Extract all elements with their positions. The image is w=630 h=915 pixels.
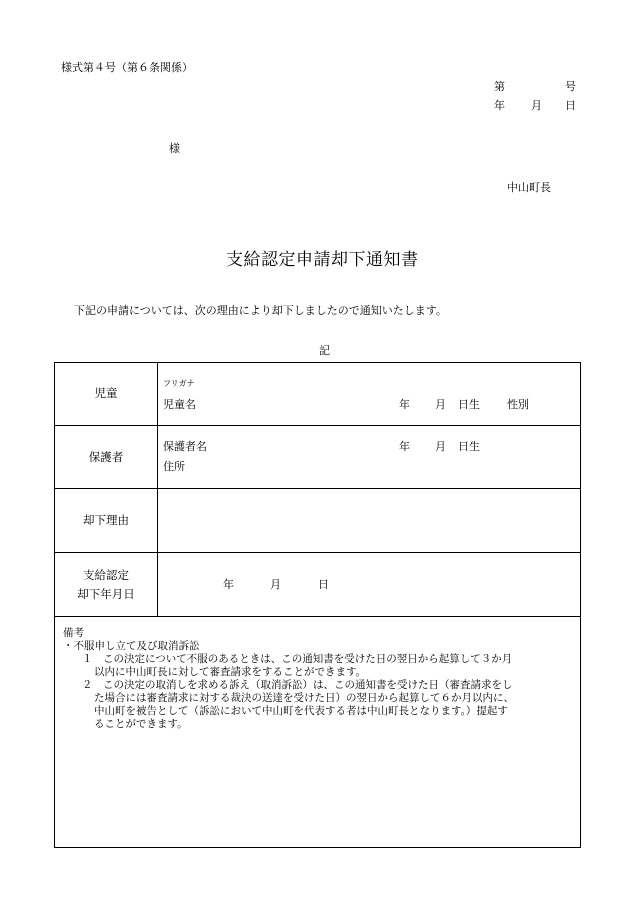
child-gender-label: 性別	[507, 398, 529, 411]
rejection-month: 月	[270, 578, 281, 591]
child-birth-month: 月	[435, 398, 446, 411]
guardian-birth-month: 月	[435, 440, 446, 453]
guardian-birth-day: 日生	[458, 440, 480, 453]
date-month: 月	[531, 99, 542, 112]
date-label-line2: 却下年月日	[77, 587, 135, 601]
number-suffix: 号	[565, 80, 576, 93]
notes-bullet: ・不服申し立て及び取消訴訟	[63, 640, 200, 652]
notes-item2-line3: 中山町を被告として（訴訟において中山町を代表する者は中山町長となります。）提起す	[94, 705, 508, 717]
furigana-label: フリガナ	[163, 379, 195, 388]
row-divider	[55, 552, 580, 553]
child-birth-year: 年	[399, 398, 410, 411]
row-divider	[55, 425, 580, 426]
notes-item1-line2: 以内に中山町長に対して審査請求をすることができます。	[94, 666, 367, 678]
child-birth-day: 日生	[458, 398, 480, 411]
date-year: 年	[494, 99, 505, 112]
page-title: 支給認定申請却下通知書	[226, 250, 419, 270]
notes-section	[63, 627, 568, 731]
notes-item1-line1: １ この決定について不服のあるときは、この通知書を受けた日の翌日から起算して３か月	[82, 653, 513, 665]
guardian-address-label: 住所	[163, 460, 185, 473]
issuer: 中山町長	[507, 181, 551, 194]
notes-heading: 備考	[63, 627, 84, 639]
date-label-line1: 支給認定	[83, 568, 129, 582]
ki-label: 記	[319, 344, 330, 357]
notes-item2-line2: た場合には審査請求に対する裁決の送達を受けた日）の翌日から起算して６か月以内に、	[94, 692, 514, 704]
rejection-year: 年	[223, 578, 234, 591]
notes-item2-line4: ることができます。	[94, 718, 188, 730]
intro-text: 下記の申請については、次の理由により却下しましたので通知いたします。	[74, 304, 447, 317]
child-name-label: 児童名	[163, 398, 196, 411]
guardian-birth-year: 年	[399, 440, 410, 453]
number-prefix: 第	[494, 80, 505, 93]
notice-table	[54, 362, 581, 848]
guardian-name-label: 保護者名	[163, 440, 207, 453]
reason-label: 却下理由	[83, 513, 129, 527]
rejection-day: 日	[318, 578, 329, 591]
row-divider	[55, 488, 580, 489]
column-divider	[157, 363, 158, 616]
addressee-suffix: 様	[169, 142, 180, 155]
row-divider	[55, 616, 580, 617]
date-day: 日	[565, 99, 576, 112]
form-number: 様式第４号（第６条関係）	[61, 61, 193, 74]
notes-item2-line1: ２ この決定の取消しを求める訴え（取消訴訟）は、この通知書を受けた日（審査請求をし	[82, 679, 513, 691]
guardian-label: 保護者	[88, 450, 124, 464]
child-label: 児童	[94, 386, 118, 400]
